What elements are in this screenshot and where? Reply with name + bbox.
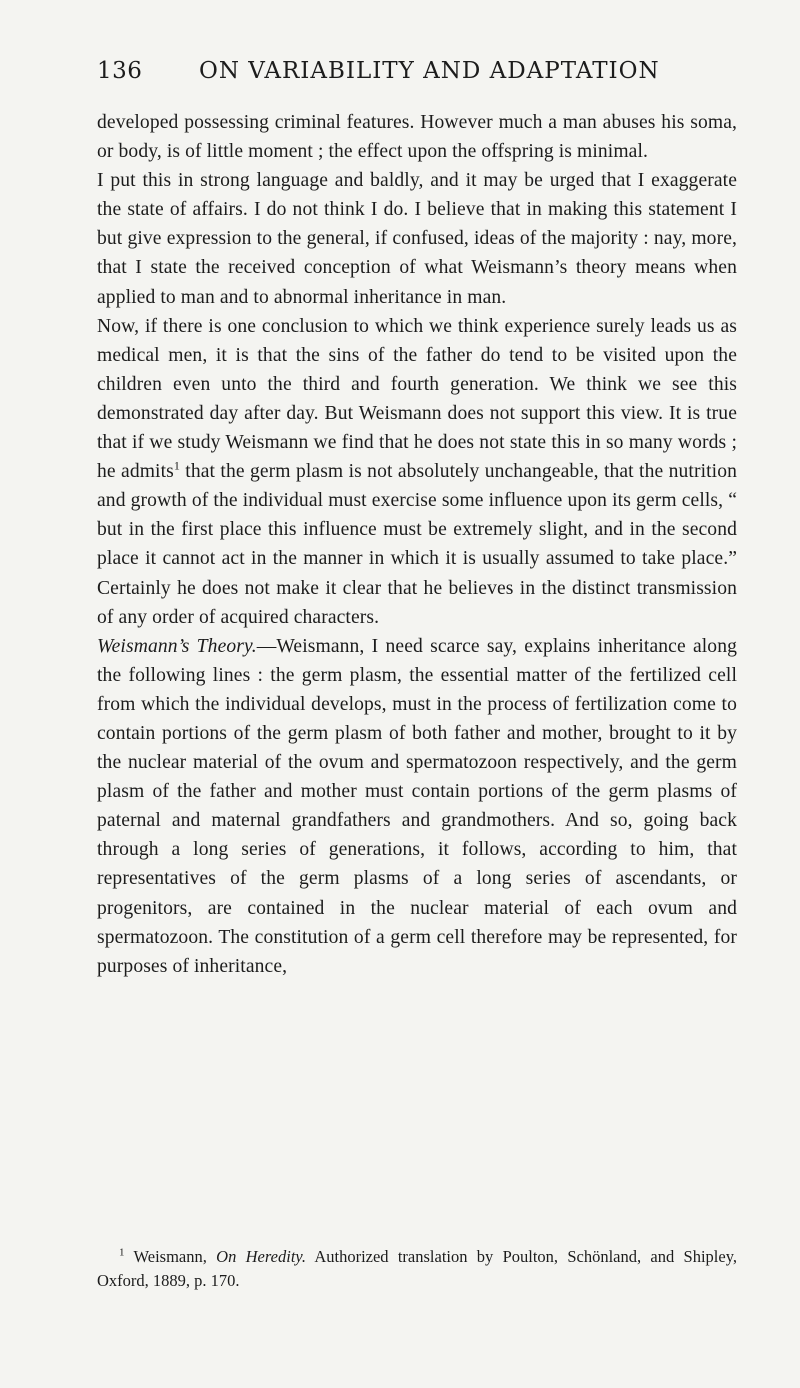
footnote-mark: 1 (119, 1246, 125, 1259)
footnote-text: Weismann, (124, 1247, 217, 1266)
footnote-text: Authorized translation by Poulton, Schönland, and Shipley, Oxford, 1889, p. 170. (97, 1247, 738, 1290)
paragraph-text: that the germ plasm is not absolutely unchangeable, that the nutrition and growth of the individual must exercise some influence upon its germ cells, “ but in the first place this influence must be extremely slight, and in the second place it cannot act in the manner in which it is usually assumed to take place.” Certainly he does not make it clear that he believes in the distinct transmission of any order of acquired characters. (97, 461, 737, 628)
footnote-book-title: On Heredity. (216, 1247, 306, 1266)
body-text (97, 108, 737, 981)
paragraph-text: I put this in strong language and baldly, and it may be urged that I exaggerate the state of affairs. I do not think I do. I believe that in making this statement I but give expression to the general, if confused, ideas of the majority : nay, more, that I state the received conception of what Weismann’s theory means when applied to man and to abnormal inheritance in man. (97, 170, 737, 308)
section-heading: Weismann’s Theory. (97, 635, 257, 657)
footnote (97, 1245, 737, 1293)
paragraph-3 (97, 312, 737, 632)
page-header (97, 58, 729, 92)
footnotes (97, 1245, 737, 1293)
paragraph-text: Now, if there is one conclusion to which we think experience surely leads us as medical men, it is that the sins of the father do tend to be visited upon the children even unto the third and fourth generation. We think we see this demonstrated day after day. But Weismann does not support this view. It is true that if we study Weismann we find that he does not state this in so many words ; he admits (97, 315, 737, 483)
paragraph-2 (97, 166, 737, 311)
paragraph-4 (97, 632, 737, 981)
paragraph-text: developed possessing criminal features. However much a man abuses his soma, or body, is of little moment ; the effect upon the offspring is minimal. (97, 112, 737, 163)
paragraph-text: —Weismann, I need scarce say, explains inheritance along the following lines : the germ plasm, the essential matter of the fertilized cell from which the individual develops, must in the process of fertilization come to contain portions of the germ plasm of both father and mother, brought to it by the nuclear material of the ovum and spermatozoon respectively, and the germ plasm of the father and mother must contain portions of the germ plasms of paternal and maternal grandfathers and grandmothers. And so, going back through a long series of generations, it follows, according to him, that representatives of the germ plasms of a long series of ascendants, or progenitors, are contained in the nuclear material of each ovum and spermatozoon. The constitution of a germ cell therefore may be represented, for purposes of inheritance, (97, 635, 738, 977)
page-number: 136 (97, 58, 143, 84)
running-title: ON VARIABILITY AND ADAPTATION (199, 58, 660, 84)
footnote-reference[interactable]: 1 (173, 458, 180, 473)
paragraph-1 (97, 108, 737, 166)
